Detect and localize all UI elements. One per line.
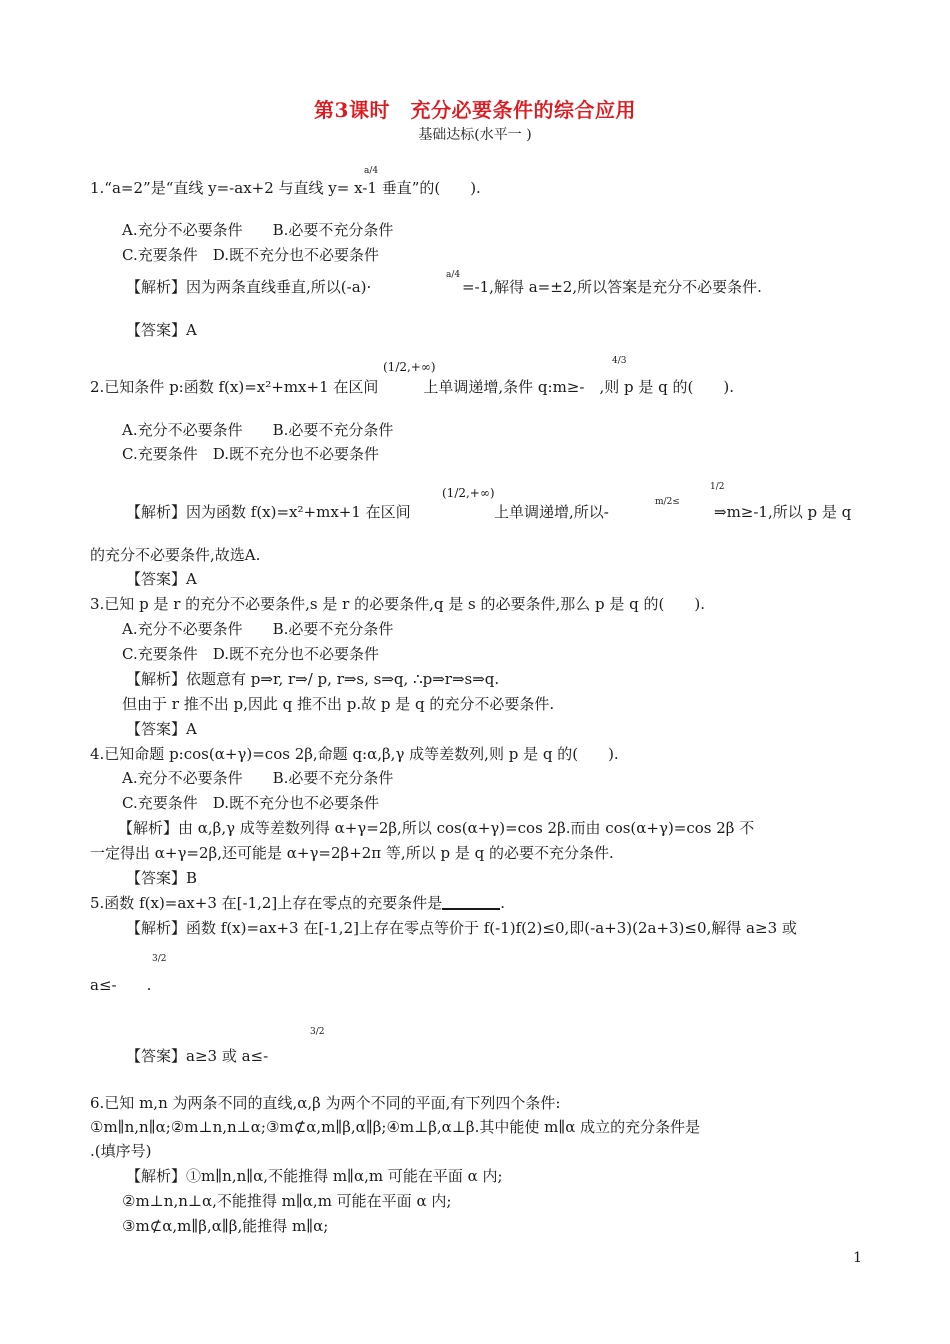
q2-options-ab: A.充分不必要条件 B.必要不充分条件	[122, 421, 394, 439]
q5-solution-line1: 【解析】函数 f(x)=ax+3 在[-1,2]上存在零点等价于 f(-1)f(2)≤0,即(-a+3)(2a+3)≤0,解得 a≥3 或	[126, 919, 797, 937]
question-2: 2.已知条件 p:函数 f(x)=x²+mx+1 在区间 上单调递增,条件 q:m≥- ,则 p 是 q 的( ).	[90, 378, 734, 396]
q2-solution-part3: ⇒m≥-1,所以 p 是 q	[714, 503, 852, 521]
q6-solution-line1: 【解析】①m∥n,n∥α,不能推得 m∥α,m 可能在平面 α 内;	[126, 1167, 503, 1185]
q2-solution-part4: 的充分不必要条件,故选A.	[90, 546, 261, 564]
q5-answer-fraction: 3/2	[310, 1027, 325, 1037]
q5-answer: 【答案】a≥3 或 a≤-	[126, 1047, 269, 1065]
q2-answer: 【答案】A	[126, 570, 197, 588]
question-4: 4.已知命题 p:cos(α+γ)=cos 2β,命题 q:α,β,γ 成等差数列,则 p 是 q 的( ).	[90, 745, 619, 763]
q1-answer: 【答案】A	[126, 321, 197, 339]
q2-solution-part1: 【解析】因为函数 f(x)=x²+mx+1 在区间	[126, 503, 411, 521]
q3-answer: 【答案】A	[126, 720, 197, 738]
q6-instruction: .(填序号)	[90, 1142, 152, 1160]
q6-solution-line3: ③m⊄α,m∥β,α∥β,能推得 m∥α;	[122, 1217, 329, 1235]
q6-solution-line2: ②m⊥n,n⊥α,不能推得 m∥α,m 可能在平面 α 内;	[122, 1192, 452, 1210]
q2-solution-fraction-half: 1/2	[710, 482, 725, 492]
page-subtitle: 基础达标(水平一 )	[418, 127, 532, 143]
q4-options-cd: C.充要条件 D.既不充分也不必要条件	[122, 794, 379, 812]
q1-options-ab: A.充分不必要条件 B.必要不充分条件	[122, 221, 394, 239]
q2-interval: (1/2,+∞)	[383, 360, 436, 374]
question-5-text: 5.函数 f(x)=ax+3 在[-1,2]上存在零点的充要条件是	[90, 894, 443, 912]
q4-answer: 【答案】B	[126, 869, 198, 887]
q1-solution-part1: 【解析】因为两条直线垂直,所以(-a)·	[126, 278, 372, 296]
page-number: 1	[853, 1250, 862, 1266]
q1-solution-part2: =-1,解得 a=±2,所以答案是充分不必要条件.	[462, 278, 762, 296]
q1-fraction: a/4	[364, 166, 379, 176]
q2-solution-fraction-m2: m/2≤	[655, 497, 680, 507]
q6-conditions: ①m∥n,n∥α;②m⊥n,n⊥α;③m⊄α,m∥β,α∥β;④m⊥β,α⊥β.其中能使 m∥α 成立的充分条件是	[90, 1118, 701, 1136]
q5-solution-fraction: 3/2	[152, 954, 167, 964]
q1-solution-fraction: a/4	[446, 270, 461, 280]
question-6: 6.已知 m,n 为两条不同的直线,α,β 为两个不同的平面,有下列四个条件:	[90, 1094, 561, 1112]
q2-solution-interval: (1/2,+∞)	[442, 486, 495, 500]
q5-solution-line2: a≤- .	[90, 976, 152, 994]
question-1: 1.“a=2”是“直线 y=-ax+2 与直线 y= x-1 垂直”的( ).	[90, 179, 481, 197]
question-5: 5.函数 f(x)=ax+3 在[-1,2]上存在零点的充要条件是 .	[90, 894, 506, 912]
q4-solution-line1: 【解析】由 α,β,γ 成等差数列得 α+γ=2β,所以 cos(α+γ)=cos 2β.而由 cos(α+γ)=cos 2β 不	[118, 819, 755, 837]
q3-solution-line1: 【解析】依题意有 p⇒r, r⇒/ p, r⇒s, s⇒q, ∴p⇒r⇒s⇒q.	[126, 670, 500, 688]
q2-fraction-4-3: 4/3	[612, 356, 627, 366]
q2-options-cd: C.充要条件 D.既不充分也不必要条件	[122, 445, 379, 463]
q2-solution-part2: 上单调递增,所以-	[494, 503, 609, 521]
q4-options-ab: A.充分不必要条件 B.必要不充分条件	[122, 769, 394, 787]
page-title: 第3课时 充分必要条件的综合应用	[314, 98, 636, 122]
q3-solution-line2: 但由于 r 推不出 p,因此 q 推不出 p.故 p 是 q 的充分不必要条件.	[122, 695, 555, 713]
q1-options-cd: C.充要条件 D.既不充分也不必要条件	[122, 246, 379, 264]
q3-options-ab: A.充分不必要条件 B.必要不充分条件	[122, 620, 394, 638]
q3-options-cd: C.充要条件 D.既不充分也不必要条件	[122, 645, 379, 663]
q4-solution-line2: 一定得出 α+γ=2β,还可能是 α+γ=2β+2π 等,所以 p 是 q 的必要不充分条件.	[90, 844, 614, 862]
answer-blank	[442, 894, 500, 910]
question-3: 3.已知 p 是 r 的充分不必要条件,s 是 r 的必要条件,q 是 s 的必要条件,那么 p 是 q 的( ).	[90, 595, 705, 613]
